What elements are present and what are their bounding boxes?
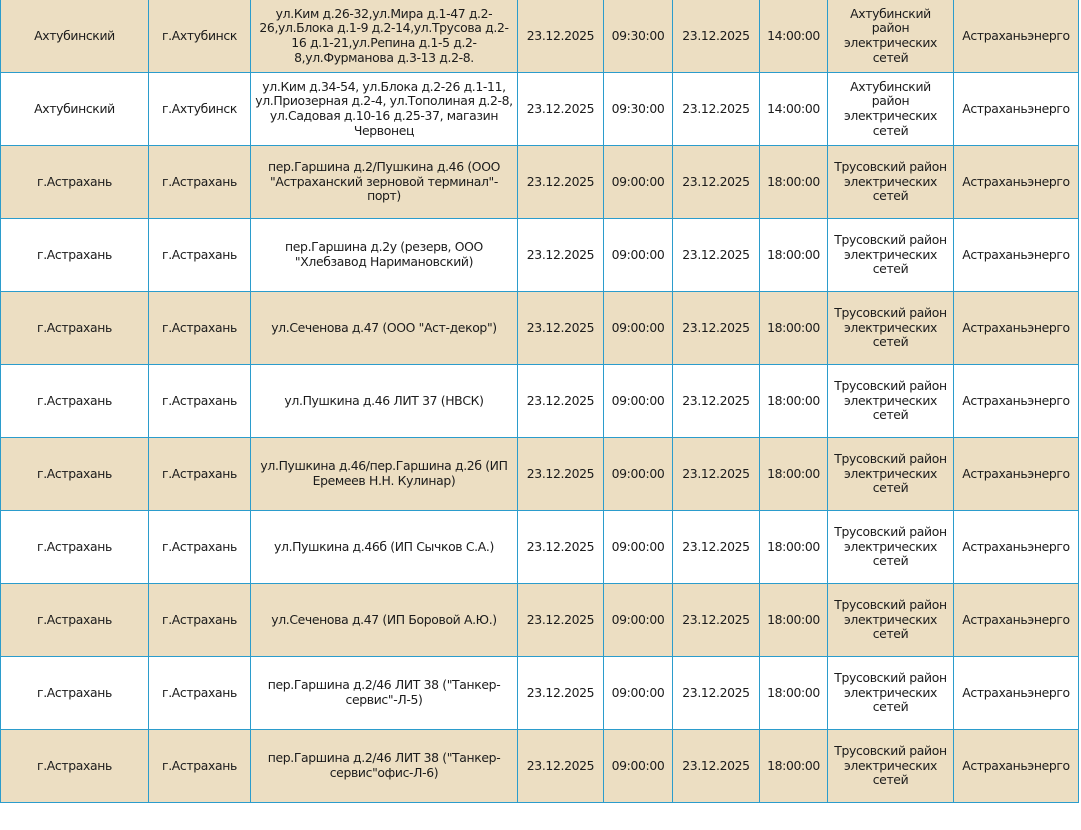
table-row bbox=[1, 73, 1079, 146]
company-cell: Астраханьэнерго bbox=[954, 584, 1079, 657]
start-time-cell: 09:00:00 bbox=[604, 438, 673, 511]
start-date-cell: 23.12.2025 bbox=[518, 219, 604, 292]
company-cell: Астраханьэнерго bbox=[954, 438, 1079, 511]
end-time-cell: 14:00:00 bbox=[760, 0, 828, 73]
end-date-cell: 23.12.2025 bbox=[673, 584, 760, 657]
end-time-cell: 18:00:00 bbox=[760, 146, 828, 219]
address-cell: пер.Гаршина д.2/46 ЛИТ 38 ("Танкер-сервис"офис-Л-6) bbox=[251, 730, 518, 803]
grid-district-cell: Трусовский район электрических сетей bbox=[828, 657, 954, 730]
grid-district-cell: Ахтубинский район электрических сетей bbox=[828, 73, 954, 146]
start-date-cell: 23.12.2025 bbox=[518, 438, 604, 511]
district-cell: Ахтубинский bbox=[1, 0, 149, 73]
settlement-cell: г.Астрахань bbox=[149, 219, 251, 292]
grid-district-cell: Трусовский район электрических сетей bbox=[828, 365, 954, 438]
end-time-cell: 18:00:00 bbox=[760, 730, 828, 803]
district-cell: Ахтубинский bbox=[1, 73, 149, 146]
address-cell: ул.Пушкина д.46/пер.Гаршина д.2б (ИП Еремеев Н.Н. Кулинар) bbox=[251, 438, 518, 511]
district-cell: г.Астрахань bbox=[1, 584, 149, 657]
settlement-cell: г.Астрахань bbox=[149, 365, 251, 438]
end-time-cell: 18:00:00 bbox=[760, 511, 828, 584]
district-cell: г.Астрахань bbox=[1, 438, 149, 511]
table-row bbox=[1, 657, 1079, 730]
start-date-cell: 23.12.2025 bbox=[518, 73, 604, 146]
grid-district-cell: Трусовский район электрических сетей bbox=[828, 219, 954, 292]
start-date-cell: 23.12.2025 bbox=[518, 0, 604, 73]
end-date-cell: 23.12.2025 bbox=[673, 657, 760, 730]
address-cell: ул.Сеченова д.47 (ИП Боровой А.Ю.) bbox=[251, 584, 518, 657]
grid-district-cell: Трусовский район электрических сетей bbox=[828, 438, 954, 511]
company-cell: Астраханьэнерго bbox=[954, 146, 1079, 219]
table-row bbox=[1, 219, 1079, 292]
settlement-cell: г.Астрахань bbox=[149, 511, 251, 584]
district-cell: г.Астрахань bbox=[1, 657, 149, 730]
grid-district-cell: Трусовский район электрических сетей bbox=[828, 146, 954, 219]
start-date-cell: 23.12.2025 bbox=[518, 730, 604, 803]
table-row bbox=[1, 730, 1079, 803]
end-time-cell: 18:00:00 bbox=[760, 657, 828, 730]
grid-district-cell: Трусовский район электрических сетей bbox=[828, 730, 954, 803]
table-row bbox=[1, 146, 1079, 219]
settlement-cell: г.Астрахань bbox=[149, 584, 251, 657]
address-cell: пер.Гаршина д.2/Пушкина д.46 (ООО "Астраханский зерновой терминал"-порт) bbox=[251, 146, 518, 219]
grid-district-cell: Ахтубинский район электрических сетей bbox=[828, 0, 954, 73]
table-row bbox=[1, 292, 1079, 365]
table-row bbox=[1, 365, 1079, 438]
end-date-cell: 23.12.2025 bbox=[673, 73, 760, 146]
end-time-cell: 18:00:00 bbox=[760, 584, 828, 657]
end-time-cell: 18:00:00 bbox=[760, 438, 828, 511]
grid-district-cell: Трусовский район электрических сетей bbox=[828, 511, 954, 584]
settlement-cell: г.Астрахань bbox=[149, 730, 251, 803]
company-cell: Астраханьэнерго bbox=[954, 365, 1079, 438]
address-cell: ул.Пушкина д.46б (ИП Сычков С.А.) bbox=[251, 511, 518, 584]
table-row bbox=[1, 511, 1079, 584]
start-date-cell: 23.12.2025 bbox=[518, 292, 604, 365]
address-cell: ул.Сеченова д.47 (ООО "Аст-декор") bbox=[251, 292, 518, 365]
table-row bbox=[1, 438, 1079, 511]
start-date-cell: 23.12.2025 bbox=[518, 146, 604, 219]
district-cell: г.Астрахань bbox=[1, 511, 149, 584]
start-time-cell: 09:00:00 bbox=[604, 657, 673, 730]
district-cell: г.Астрахань bbox=[1, 730, 149, 803]
grid-district-cell: Трусовский район электрических сетей bbox=[828, 292, 954, 365]
settlement-cell: г.Астрахань bbox=[149, 292, 251, 365]
address-cell: пер.Гаршина д.2/46 ЛИТ 38 ("Танкер-сервис"-Л-5) bbox=[251, 657, 518, 730]
settlement-cell: г.Астрахань bbox=[149, 657, 251, 730]
start-date-cell: 23.12.2025 bbox=[518, 584, 604, 657]
start-time-cell: 09:00:00 bbox=[604, 146, 673, 219]
district-cell: г.Астрахань bbox=[1, 219, 149, 292]
end-date-cell: 23.12.2025 bbox=[673, 219, 760, 292]
settlement-cell: г.Ахтубинск bbox=[149, 0, 251, 73]
end-date-cell: 23.12.2025 bbox=[673, 146, 760, 219]
company-cell: Астраханьэнерго bbox=[954, 73, 1079, 146]
settlement-cell: г.Астрахань bbox=[149, 146, 251, 219]
end-time-cell: 14:00:00 bbox=[760, 73, 828, 146]
start-time-cell: 09:00:00 bbox=[604, 730, 673, 803]
end-time-cell: 18:00:00 bbox=[760, 292, 828, 365]
end-time-cell: 18:00:00 bbox=[760, 365, 828, 438]
start-time-cell: 09:00:00 bbox=[604, 584, 673, 657]
table-body bbox=[1, 0, 1079, 803]
end-date-cell: 23.12.2025 bbox=[673, 730, 760, 803]
company-cell: Астраханьэнерго bbox=[954, 657, 1079, 730]
address-cell: ул.Пушкина д.46 ЛИТ 37 (НВСК) bbox=[251, 365, 518, 438]
settlement-cell: г.Астрахань bbox=[149, 438, 251, 511]
end-date-cell: 23.12.2025 bbox=[673, 292, 760, 365]
company-cell: Астраханьэнерго bbox=[954, 511, 1079, 584]
table-row bbox=[1, 584, 1079, 657]
end-date-cell: 23.12.2025 bbox=[673, 365, 760, 438]
end-date-cell: 23.12.2025 bbox=[673, 511, 760, 584]
company-cell: Астраханьэнерго bbox=[954, 219, 1079, 292]
address-cell: ул.Ким д.26-32,ул.Мира д.1-47 д.2-26,ул.Блока д.1-9 д.2-14,ул.Трусова д.2-16 д.1-21,ул.Репина д.1-5 д.2-8,ул.Фурманова д.3-13 д.2-8. bbox=[251, 0, 518, 73]
start-time-cell: 09:30:00 bbox=[604, 73, 673, 146]
table-row bbox=[1, 0, 1079, 73]
end-time-cell: 18:00:00 bbox=[760, 219, 828, 292]
company-cell: Астраханьэнерго bbox=[954, 730, 1079, 803]
district-cell: г.Астрахань bbox=[1, 292, 149, 365]
settlement-cell: г.Ахтубинск bbox=[149, 73, 251, 146]
start-time-cell: 09:00:00 bbox=[604, 292, 673, 365]
start-date-cell: 23.12.2025 bbox=[518, 511, 604, 584]
end-date-cell: 23.12.2025 bbox=[673, 0, 760, 73]
start-date-cell: 23.12.2025 bbox=[518, 365, 604, 438]
start-date-cell: 23.12.2025 bbox=[518, 657, 604, 730]
grid-district-cell: Трусовский район электрических сетей bbox=[828, 584, 954, 657]
end-date-cell: 23.12.2025 bbox=[673, 438, 760, 511]
start-time-cell: 09:30:00 bbox=[604, 0, 673, 73]
start-time-cell: 09:00:00 bbox=[604, 511, 673, 584]
address-cell: ул.Ким д.34-54, ул.Блока д.2-26 д.1-11, ул.Приозерная д.2-4, ул.Тополиная д.2-8, ул.Садовая д.10-16 д.25-37, магазин Червонец bbox=[251, 73, 518, 146]
start-time-cell: 09:00:00 bbox=[604, 219, 673, 292]
address-cell: пер.Гаршина д.2у (резерв, ООО "Хлебзавод Наримановский) bbox=[251, 219, 518, 292]
district-cell: г.Астрахань bbox=[1, 146, 149, 219]
company-cell: Астраханьэнерго bbox=[954, 292, 1079, 365]
district-cell: г.Астрахань bbox=[1, 365, 149, 438]
company-cell: Астраханьэнерго bbox=[954, 0, 1079, 73]
start-time-cell: 09:00:00 bbox=[604, 365, 673, 438]
